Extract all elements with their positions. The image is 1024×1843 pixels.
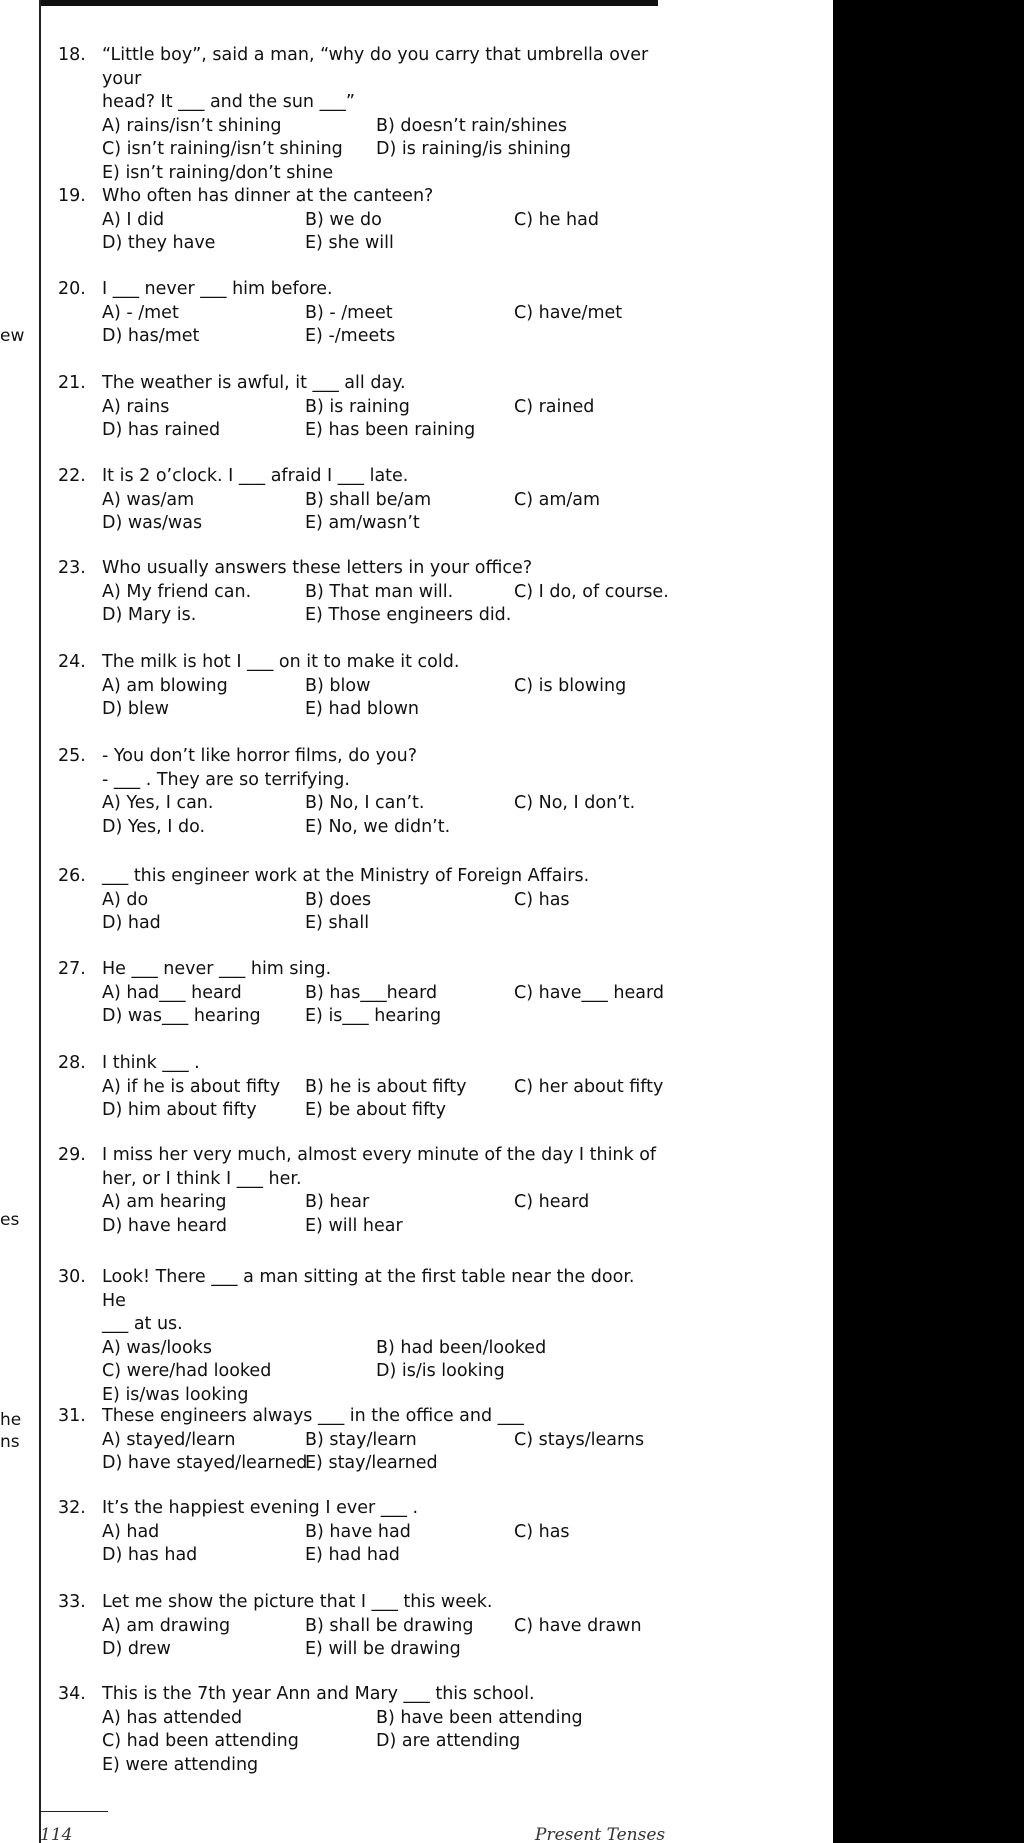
answer-option: E) has been raining [305, 420, 476, 440]
answer-option: D) him about fifty [102, 1100, 257, 1120]
answer-option: A) if he is about fifty [102, 1076, 281, 1097]
question-stem [58, 1683, 660, 1707]
answer-option: E) No, we didn’t. [305, 816, 451, 837]
question-number: 20. [58, 279, 86, 299]
question-stem [58, 1266, 660, 1337]
question [58, 557, 669, 628]
question-text-line: “Little boy”, said a man, “why do you carry that umbrella over your [102, 45, 649, 89]
answer-option: D) has/met [102, 326, 200, 346]
options-row [58, 1215, 660, 1239]
question-text-line: ___ at us. [102, 1314, 183, 1334]
options-row [58, 889, 660, 913]
answer-option: D) Mary is. [102, 605, 197, 625]
answer-option: D) is/is looking [376, 1361, 505, 1381]
answer-option: B) shall be/am [305, 489, 432, 510]
question-text-line: head? It ___ and the sun ___” [102, 92, 355, 112]
question [58, 44, 660, 185]
question-number: 23. [58, 558, 86, 578]
answer-option: C) were/had looked [102, 1361, 272, 1381]
page-number: 114 [40, 1825, 73, 1843]
answer-option: C) he had [514, 209, 599, 230]
options-row [58, 209, 660, 233]
answer-option: B) is raining [305, 396, 410, 417]
answer-option: D) has rained [102, 420, 221, 440]
question-number: 27. [58, 959, 86, 979]
answer-option: A) rains/isn’t shining [102, 115, 282, 136]
answer-option: A) am blowing [102, 675, 228, 696]
footer-rule [40, 1811, 108, 1812]
options-row [58, 1707, 660, 1731]
options-row [58, 604, 660, 628]
question-text-line: These engineers always ___ in the office and ___ [102, 1406, 524, 1426]
question [58, 185, 660, 256]
options-row [58, 1099, 660, 1123]
question-number: 21. [58, 373, 86, 393]
question-stem [58, 958, 660, 982]
options-row [58, 1615, 660, 1639]
options-row [58, 1005, 660, 1029]
answer-option: E) be about fifty [305, 1100, 447, 1120]
answer-option: D) was/was [102, 513, 203, 533]
margin-rule [39, 0, 41, 1843]
question-stem [58, 1497, 660, 1521]
question-stem [58, 44, 660, 115]
answer-option: D) have stayed/learned [102, 1453, 308, 1473]
question-stem [58, 465, 660, 489]
question-stem [58, 865, 660, 889]
question [58, 865, 660, 936]
answer-option: B) has___heard [305, 982, 438, 1003]
answer-option: B) hear [305, 1192, 370, 1212]
answer-option: A) was/am [102, 489, 195, 510]
answer-option: D) are attending [376, 1731, 521, 1751]
options-row [58, 396, 660, 420]
margin-fragment: ew [0, 326, 25, 346]
answer-option: A) was/looks [102, 1337, 212, 1358]
question-text-line: It is 2 o’clock. I ___ afraid I ___ late. [102, 466, 409, 486]
answer-option: D) Yes, I do. [102, 816, 206, 837]
answer-option: B) we do [305, 209, 382, 230]
options-row [58, 698, 660, 722]
question-stem [58, 278, 660, 302]
answer-option: C) have drawn [514, 1615, 642, 1636]
answer-option: B) That man will. [305, 581, 454, 602]
question [58, 1497, 660, 1568]
answer-option: C) has [514, 1521, 570, 1542]
answer-option: C) heard [514, 1192, 590, 1212]
question [58, 1052, 664, 1123]
options-row [58, 792, 660, 816]
top-rule [40, 0, 658, 6]
answer-option: B) shall be drawing [305, 1615, 474, 1636]
answer-option: A) had___ heard [102, 982, 242, 1003]
question-stem [58, 185, 660, 209]
options-row [58, 1337, 660, 1361]
question-text-line: I miss her very much, almost every minute of the day I think of [102, 1145, 657, 1165]
options-row [58, 232, 660, 256]
question-number: 29. [58, 1145, 86, 1165]
question-text-line: The milk is hot I ___ on it to make it cold. [102, 652, 460, 672]
answer-option: E) were attending [102, 1754, 259, 1775]
answer-option: D) drew [102, 1639, 171, 1659]
question [58, 958, 664, 1029]
answer-option: A) do [102, 889, 149, 910]
answer-option: E) stay/learned [305, 1453, 438, 1473]
answer-option: E) Those engineers did. [305, 605, 512, 625]
question-text-line: Who often has dinner at the canteen? [102, 186, 434, 206]
answer-option: D) have heard [102, 1215, 227, 1236]
question-number: 25. [58, 746, 86, 766]
answer-option: A) rains [102, 396, 170, 417]
question-text-line: her, or I think I ___ her. [102, 1168, 302, 1189]
answer-option: D) blew [102, 699, 169, 719]
options-row [58, 1754, 660, 1778]
question-text-line: I think ___ . [102, 1053, 200, 1073]
question-text-line: - You don’t like horror films, do you? [102, 746, 418, 766]
margin-fragment: es [0, 1210, 20, 1230]
answer-option: A) has attended [102, 1707, 243, 1728]
answer-option: B) - /meet [305, 302, 393, 323]
question-text-line: Who usually answers these letters in your office? [102, 558, 533, 578]
answer-option: C) her about fifty [514, 1076, 664, 1097]
answer-option: B) doesn’t rain/shines [376, 115, 567, 136]
question-stem [58, 745, 660, 792]
answer-option: E) shall [305, 913, 370, 933]
answer-option: B) have had [305, 1521, 411, 1542]
answer-option: E) isn’t raining/don’t shine [102, 162, 334, 183]
margin-fragment: ns [0, 1432, 20, 1452]
question-text-line: This is the 7th year Ann and Mary ___ this school. [102, 1684, 535, 1704]
options-row [58, 982, 664, 1006]
answer-option: C) I do, of course. [514, 581, 669, 602]
question [58, 465, 660, 536]
options-row [58, 675, 660, 699]
question-stem [58, 557, 660, 581]
answer-option: C) had been attending [102, 1731, 299, 1751]
question [58, 1405, 660, 1476]
options-row [58, 1452, 660, 1476]
question [58, 372, 660, 443]
answer-option: A) am hearing [102, 1192, 227, 1212]
options-row [58, 1638, 660, 1662]
answer-option: C) No, I don’t. [514, 793, 636, 813]
question-number: 31. [58, 1406, 86, 1426]
options-row [58, 162, 660, 186]
question-number: 22. [58, 466, 86, 486]
options-row [58, 138, 660, 162]
answer-option: D) is raining/is shining [376, 139, 572, 159]
options-row [58, 581, 669, 605]
options-row [58, 512, 660, 536]
question-stem [58, 372, 660, 396]
answer-option: E) will be drawing [305, 1639, 461, 1659]
question-number: 24. [58, 652, 86, 672]
options-row [58, 1544, 660, 1568]
options-row [58, 302, 660, 326]
question-stem [58, 651, 660, 675]
question-text-line: ___ this engineer work at the Ministry of Foreign Affairs. [102, 866, 590, 886]
question-stem [58, 1144, 660, 1191]
answer-option: A) am drawing [102, 1615, 231, 1636]
question-stem [58, 1052, 660, 1076]
answer-option: B) stay/learn [305, 1429, 417, 1450]
answer-option: E) is/was looking [102, 1384, 249, 1405]
answer-option: C) is blowing [514, 675, 627, 696]
answer-option: E) will hear [305, 1215, 403, 1236]
options-row [58, 1429, 660, 1453]
answer-option: A) Yes, I can. [102, 793, 214, 813]
answer-option: B) had been/looked [376, 1337, 547, 1358]
options-row [58, 912, 660, 936]
answer-option: E) is___ hearing [305, 1006, 442, 1026]
margin-fragment: he [0, 1410, 22, 1430]
answer-option: A) My friend can. [102, 581, 252, 602]
answer-option: E) -/meets [305, 326, 396, 346]
answer-option: A) stayed/learn [102, 1429, 236, 1450]
question [58, 745, 660, 839]
answer-option: E) am/wasn’t [305, 513, 420, 533]
question-number: 34. [58, 1684, 86, 1704]
question-number: 19. [58, 186, 86, 206]
options-row [58, 1360, 660, 1384]
question-text-line: I ___ never ___ him before. [102, 279, 333, 299]
question-number: 33. [58, 1592, 86, 1612]
question-number: 28. [58, 1053, 86, 1073]
question-stem [58, 1591, 660, 1615]
question [58, 1266, 660, 1407]
answer-option: B) he is about fifty [305, 1076, 467, 1097]
answer-option: C) rained [514, 396, 595, 417]
options-row [58, 1384, 660, 1408]
answer-option: C) has [514, 889, 570, 910]
question [58, 651, 660, 722]
answer-option: C) isn’t raining/isn’t shining [102, 139, 343, 159]
question-number: 18. [58, 45, 86, 65]
answer-option: E) had had [305, 1545, 400, 1565]
question-text-line: Let me show the picture that I ___ this week. [102, 1592, 493, 1612]
answer-option: B) blow [305, 675, 371, 696]
answer-option: D) has had [102, 1545, 198, 1565]
options-row [58, 489, 660, 513]
section-title: Present Tenses [535, 1825, 666, 1843]
answer-option: C) am/am [514, 489, 601, 510]
question-text-line: Look! There ___ a man sitting at the first table near the door. He [102, 1267, 635, 1311]
answer-option: B) No, I can’t. [305, 793, 425, 813]
answer-option: D) was___ hearing [102, 1006, 261, 1026]
question [58, 278, 660, 349]
answer-option: D) they have [102, 233, 216, 253]
answer-option: C) have/met [514, 302, 623, 323]
answer-option: A) had [102, 1521, 160, 1542]
options-row [58, 325, 660, 349]
answer-option: E) had blown [305, 699, 420, 719]
answer-option: C) have___ heard [514, 982, 664, 1003]
question-text-line: He ___ never ___ him sing. [102, 959, 332, 979]
question [58, 1144, 660, 1238]
question-stem [58, 1405, 660, 1429]
question-number: 32. [58, 1498, 86, 1518]
question-text-line: - ___ . They are so terrifying. [102, 769, 350, 790]
question-number: 30. [58, 1267, 86, 1287]
options-row [58, 419, 660, 443]
answer-option: A) I did [102, 209, 165, 230]
answer-option: D) had [102, 913, 161, 933]
question [58, 1591, 660, 1662]
answer-option: E) she will [305, 233, 394, 253]
answer-option: C) stays/learns [514, 1429, 645, 1450]
options-row [58, 1076, 664, 1100]
answer-option: B) have been attending [376, 1707, 583, 1728]
question [58, 1683, 660, 1777]
options-row [58, 816, 660, 840]
options-row [58, 1521, 660, 1545]
options-row [58, 1730, 660, 1754]
options-row [58, 1191, 660, 1215]
question-text-line: The weather is awful, it ___ all day. [102, 373, 406, 393]
answer-option: B) does [305, 889, 372, 910]
question-number: 26. [58, 866, 86, 886]
answer-option: A) - /met [102, 302, 179, 323]
question-text-line: It’s the happiest evening I ever ___ . [102, 1498, 419, 1518]
options-row [58, 115, 660, 139]
